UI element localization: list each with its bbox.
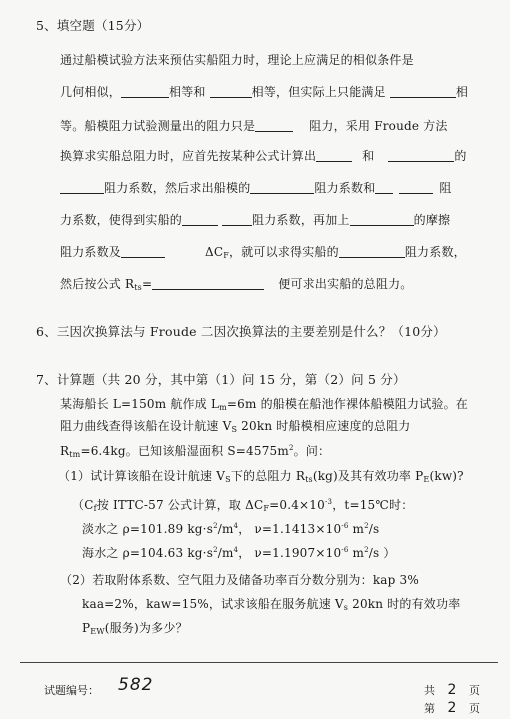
blank [375,181,393,194]
q7-line-1: 某海船长 L=150m 航作成 $L_m=6m$ 的船模在船池作裸体船模阻力试验。在 [60,397,469,412]
total-pages: 共 2 页 [424,682,480,698]
sea-water-props: 海水之 ρ=104.63 $kg\cdot s^2/m^4$， $\nu=1.1907\times 10^{-6}$ $m^2/s$ ） [82,546,396,560]
q5-line-3: 等。船模阻力试验测量出的阻力只是 阻力，采用 Froude 方法 [60,119,448,133]
fresh-water-props: 淡水之 ρ=101.89 $kg\cdot s^2/m^4$， $\nu=1.1413\times 10^{-6}$ $m^2/s$ [82,522,380,536]
blank [121,85,169,98]
q5-line-8: 然后按公式 $R_{ts}=$ 便可求出实船的总阻力。 [60,277,413,292]
exam-code-number: 582 [118,675,154,695]
q5-line-7: 阻力系数及 $\Delta C_F$，就可以求得实船的 阻力系数， [60,245,466,260]
q7-part-2-line-2: kaa=2%，kaw=15%，试求该船在服务航速 $V_s$ 20kn 时的有效功率 [82,597,461,612]
blank [182,213,218,226]
q7-line-2: 阻力曲线查得该船在设计航速 $V_S$ 20kn 时船模相应速度的总阻力 [60,419,411,434]
blank [121,245,165,258]
blank [350,213,414,226]
blank [60,181,104,194]
footer-divider [20,662,498,663]
q7-heading: 7、计算题（共 20 分，其中第（1）问 15 分，第（2）问 5 分） [36,372,406,387]
q7-part-2-line-3: $P_{EW}$(服务)为多少？ [82,621,188,636]
blank [388,149,454,162]
blank [316,149,352,162]
q5-line-4: 换算求实船总阻力时，应首先按某种公式计算出 和 的 [60,149,467,163]
q5-line-2: 几何相似， 相等和 相等，但实际上只能满足 相 [60,85,469,99]
q5-line-6: 力系数，使得到实船的 阻力系数，再加上 的摩擦 [60,213,451,227]
blank [152,277,264,290]
q5-line-5: 阻力系数，然后求出船模的 阻力系数和 阻 [60,180,452,196]
exam-code-label: 试题编号： [44,684,99,697]
blank [255,119,293,132]
blank [250,181,314,194]
blank [399,181,433,194]
q7-part-1-note: （$C_f$按 ITTC-57 公式计算，取 $\Delta C_F=0.4\times 10^{-3}$，t=15℃时： [72,498,414,513]
q7-part-2-line-1: （2）若取附体系数、空气阻力及储备功率百分数分别为：kap 3% [60,573,419,587]
q7-line-3: $R_{tm}=6.4kg$。已知该船湿面积 $S=4575m^2$。问： [60,444,331,459]
blank [390,85,456,98]
q7-part-1: （1）试计算该船在设计航速 $V_S$下的总阻力 $R_{ts}(kg)$及其有效功率 $P_E(kw)$? [58,469,464,484]
q5-heading: 5、填空题（15分） [36,18,150,33]
blank [339,245,405,258]
blank [210,85,252,98]
q6-heading: 6、三因次换算法与 Froude 二因次换算法的主要差别是什么？（10分） [36,324,446,339]
q5-line-1: 通过船模试验方法来预估实船阻力时，理论上应满足的相似条件是 [60,53,414,67]
blank [222,213,252,226]
current-page: 第 2 页 [424,700,480,716]
